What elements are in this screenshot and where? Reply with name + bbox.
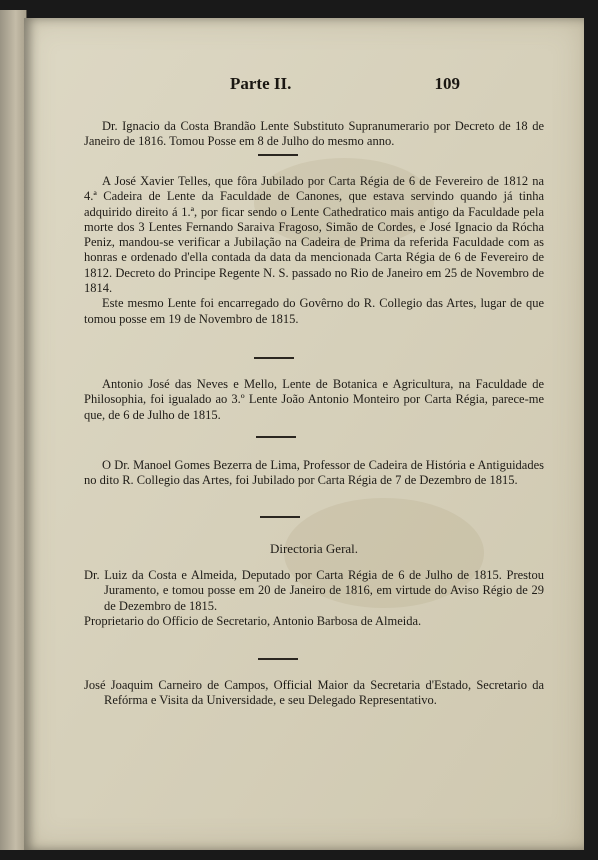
entry-text: A José Xavier Telles, que fôra Jubilado por Carta Régia de 6 de Fevereiro de 1812 na 4.ª Cadeira de Lente da Faculdade de Canones, que estava servindo quando já tinha adquirido direito á 1.ª, por ficar sendo o Lente Cathedratico mais antigo da Faculdade pela morte dos 3 Lentes Fernando Saraiva Fragoso, Simão de Cordes, e José Ignacio da Rócha Peniz, mandou-se verificar a Jubilação na Cadeira de Prima da referida Faculdade com as honras e ordenado d'ella contada da data da mencionada Carta Régia de 6 de Fevereiro de 1812. Decreto do Principe Regente N. S. passado no Rio de Janeiro em 25 de Novembro de 1814. <box>84 174 544 296</box>
entry-paragraph <box>84 174 544 327</box>
section-title: Parte II. <box>230 74 292 93</box>
directoria-entry: Dr. Luiz da Costa e Almeida, Deputado por Carta Régia de 6 de Julho de 1815. Prestou Juramento, e tomou posse em 20 de Janeiro de 1816, em virtude do Aviso Régio de 29 de Dezembro de 1815. <box>84 568 544 613</box>
entry-text: Antonio José das Neves e Mello, Lente de Botanica e Agricultura, na Faculdade de Philosophia, foi igualado ao 3.º Lente João Antonio Monteiro por Carta Régia, parece-me que, de 6 de Julho de 1815. <box>84 377 544 422</box>
entry-text: Dr. Ignacio da Costa Brandão Lente Substituto Supranumerario por Decreto de 18 de Janeiro de 1816. Tomou Posse em 8 de Julho do mesmo anno. <box>84 119 544 149</box>
directoria-entry: Proprietario do Officio de Secretario, Antonio Barbosa de Almeida. <box>84 613 422 628</box>
directoria-list <box>84 678 544 709</box>
entry-text: Este mesmo Lente foi encarregado do Govêrno do R. Collegio das Artes, lugar de que tomou posse em 19 de Novembro de 1815. <box>84 296 544 326</box>
directoria-list <box>84 568 544 629</box>
separator-rule <box>258 658 298 660</box>
directoria-entry: José Joaquim Carneiro de Campos, Official Maior da Secretaria d'Estado, Secretario da Refórma e Visita da Universidade, e seu Delegado Representativo. <box>84 678 544 708</box>
page-number: 109 <box>434 74 460 93</box>
facing-page-edge <box>0 10 27 850</box>
entry-paragraph <box>84 377 544 423</box>
entry-paragraph <box>84 119 544 150</box>
separator-rule <box>256 436 296 438</box>
running-header <box>230 74 460 96</box>
separator-rule <box>254 357 294 359</box>
entry-paragraph <box>84 458 544 489</box>
directoria-heading: Directoria Geral. <box>269 541 359 556</box>
separator-rule <box>260 516 300 518</box>
entry-text: O Dr. Manoel Gomes Bezerra de Lima, Professor de Cadeira de História e Antiguidades no dito R. Collegio das Artes, foi Jubilado por Carta Régia de 7 de Dezembro de 1815. <box>84 458 544 488</box>
separator-rule <box>258 154 298 156</box>
